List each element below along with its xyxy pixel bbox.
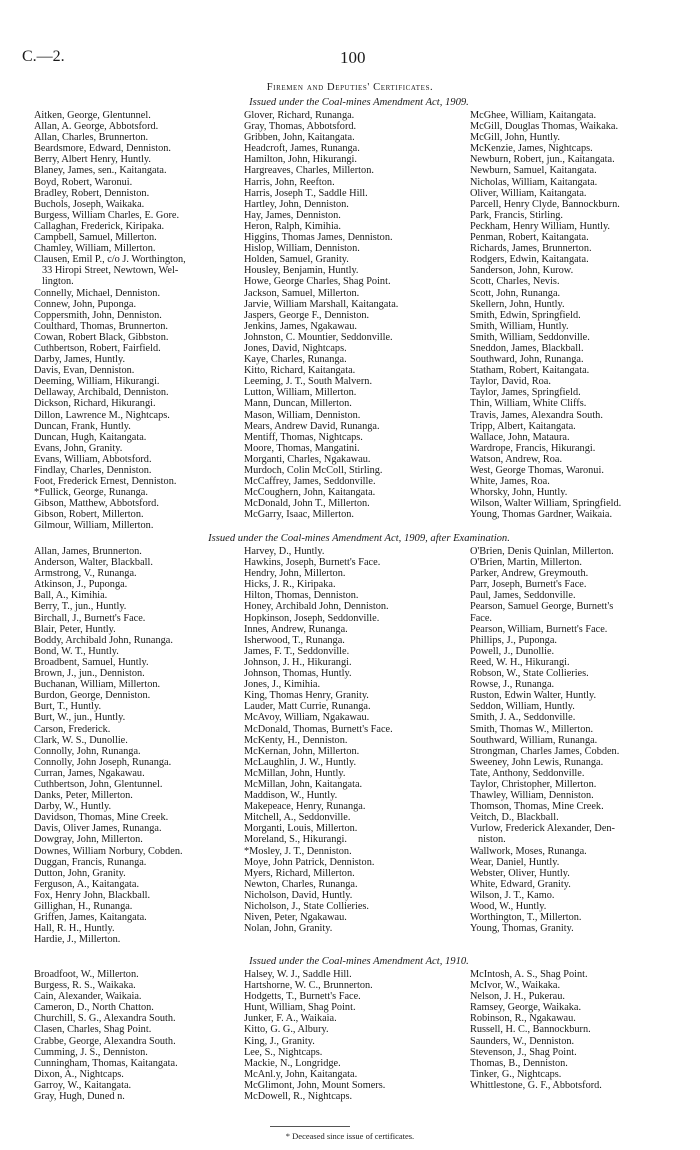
list-item: Dellaway, Archibald, Denniston. (34, 387, 169, 399)
list-item: Davis, Oliver James, Runanga. (34, 823, 162, 835)
list-item: Lee, S., Nightcaps. (244, 1046, 323, 1058)
name-column-1 (34, 969, 239, 1102)
list-item: Blaney, James, sen., Kaitangata. (34, 165, 167, 177)
list-item: Gribben, John, Kaitangata. (244, 132, 355, 144)
list-item: Reed, W. H., Hikurangi. (470, 656, 570, 668)
list-item: Wood, W., Huntly. (470, 901, 547, 912)
list-item: Broadfoot, W., Millerton. (34, 969, 139, 980)
list-item: McKernan, John, Millerton. (244, 745, 360, 757)
list-item: Broadbent, Samuel, Huntly. (34, 656, 149, 668)
list-item: Duncan, Frank, Huntly. (34, 420, 131, 432)
list-item: Stevenson, J., Shag Point. (470, 1046, 577, 1058)
list-item: Campbell, Samuel, Millerton. (34, 232, 157, 244)
list-item: Burdon, George, Denniston. (34, 690, 151, 702)
list-item: Callaghan, Frederick, Kiripaka. (34, 220, 165, 232)
name-column-3 (470, 110, 684, 520)
list-item: Morganti, Louis, Millerton. (244, 823, 358, 835)
list-item: McCaffrey, James, Seddonville. (244, 476, 376, 488)
list-item: Atkinson, J., Puponga. (34, 579, 128, 591)
name-column-3 (470, 546, 684, 934)
list-item: King, Thomas Henry, Granity. (244, 690, 369, 702)
list-item: Worthington, T., Millerton. (470, 912, 582, 924)
list-item: Burgess, William Charles, E. Gore. (34, 209, 180, 221)
list-item: Hicks, J. R., Kiripaka. (244, 579, 336, 591)
list-item: Nelson, J. H., Pukerau. (470, 991, 565, 1003)
list-item: Hodgetts, T., Burnett's Face. (244, 991, 361, 1003)
list-item: Hamilton, John, Hikurangi. (244, 154, 357, 166)
list-item: Housley, Benjamin, Huntly. (244, 265, 359, 277)
list-item: Cuthbertson, Robert, Fairfield. (34, 342, 161, 354)
list-item: Coppersmith, John, Denniston. (34, 309, 162, 321)
list-item: McMillan, John, Kaitangata. (244, 778, 363, 790)
list-item: McDonald, John T., Millerton. (244, 498, 370, 510)
list-item: Ruston, Edwin Walter, Huntly. (470, 690, 597, 702)
list-item: McCoughern, John, Kaitangata. (244, 487, 376, 499)
list-item: Johnston, C. Mountier, Seddonville. (244, 331, 393, 343)
list-item: Watson, Andrew, Roa. (470, 453, 563, 465)
list-item: Berry, Albert Henry, Huntly. (34, 154, 151, 166)
list-item: Wallace, John, Mataura. (470, 431, 570, 443)
list-item: Fox, Henry John, Blackball. (34, 889, 151, 901)
list-item: Wilson, J. T., Kamo. (470, 889, 555, 901)
list-item: Berry, T., jun., Huntly. (34, 601, 127, 613)
list-item: Anderson, Walter, Blackball. (34, 557, 153, 569)
list-item: Penman, Robert, Kaitangata. (470, 232, 589, 244)
list-item: Armstrong, V., Runanga. (34, 568, 137, 580)
list-item: Harris, Joseph T., Saddle Hill. (244, 187, 368, 199)
list-item: niston. (478, 834, 506, 846)
list-item: Wardrope, Francis, Hikurangi. (470, 442, 596, 454)
list-item: Clasen, Charles, Shag Point. (34, 1024, 152, 1036)
list-item: Murdoch, Colin McColl, Stirling. (244, 465, 383, 476)
list-item: Maddison, W., Huntly. (244, 790, 338, 802)
list-item: McDonald, Thomas, Burnett's Face. (244, 723, 393, 735)
list-item: West, George Thomas, Waronui. (470, 465, 604, 476)
name-column-1 (34, 110, 239, 532)
list-item: Johnson, Thomas, Huntly. (244, 668, 352, 680)
list-item: Park, Francis, Stirling. (470, 209, 563, 221)
list-item: Skellern, John, Huntly. (470, 298, 565, 310)
list-item: Whittlestone, G. F., Abbotsford. (470, 1079, 602, 1091)
list-item: Whorsky, John, Huntly. (470, 487, 568, 499)
list-item: Hartshorne, W. C., Brunnerton. (244, 980, 373, 992)
name-columns (34, 969, 684, 1107)
list-item: Southward, John, Runanga. (470, 354, 584, 366)
list-item: Dowgray, John, Millerton. (34, 834, 143, 846)
section-heading: Issued under the Coal-mines Amendment Act, 1909. (249, 97, 469, 108)
list-item: Parker, Andrew, Greymouth. (470, 568, 589, 580)
list-item: Connelly, Michael, Denniston. (34, 287, 161, 299)
list-item: Allan, A. George, Abbotsford. (34, 121, 159, 133)
list-item: Smith, Thomas W., Millerton. (470, 723, 594, 735)
list-item: *Fullick, George, Runanga. (34, 487, 148, 499)
list-item: Smith, Edwin, Springfield. (470, 309, 581, 321)
list-item: Tate, Anthony, Seddonville. (470, 767, 585, 779)
list-item: Allan, Charles, Brunnerton. (34, 132, 149, 144)
list-item: Sweeney, John Lewis, Runanga. (470, 756, 604, 768)
list-item: Gibson, Robert, Millerton. (34, 509, 144, 521)
list-item: Wear, Daniel, Huntly. (470, 856, 560, 868)
section-1910 (34, 956, 684, 1107)
section-1909-examination (34, 533, 684, 950)
list-item: Bond, W. T., Huntly. (34, 645, 119, 657)
list-item: Evans, William, Abbotsford. (34, 453, 152, 465)
list-item: Tinker, G., Nightcaps. (470, 1068, 562, 1080)
list-item: Burt, T., Huntly. (34, 701, 102, 713)
list-item: O'Brien, Denis Quinlan, Millerton. (470, 546, 614, 557)
list-item: Aitken, George, Glentunnel. (34, 110, 151, 121)
list-item: 33 Hiropi Street, Newtown, Wel- (42, 265, 179, 277)
list-item: Pearson, Samuel George, Burnett's (470, 601, 614, 613)
list-item: Moore, Thomas, Mangatini. (244, 442, 360, 454)
list-item: Hardie, J., Millerton. (34, 934, 121, 946)
list-item: Heron, Ralph, Kimihia. (244, 220, 341, 232)
list-item: Isherwood, T., Runanga. (244, 634, 345, 646)
list-item: Mann, Duncan, Millerton. (244, 398, 352, 410)
list-item: McMillan, John, Huntly. (244, 767, 346, 779)
list-item: Danks, Peter, Millerton. (34, 790, 133, 802)
list-item: Duncan, Hugh, Kaitangata. (34, 431, 147, 443)
list-item: Hay, James, Denniston. (244, 209, 341, 221)
list-item: Foot, Frederick Ernest, Denniston. (34, 476, 177, 488)
list-item: Chamley, William, Millerton. (34, 243, 156, 255)
list-item: Thomas, B., Denniston. (470, 1057, 568, 1069)
page-number: 100 (340, 48, 366, 67)
list-item: McAvoy, William, Ngakawau. (244, 712, 370, 724)
list-item: Kaye, Charles, Runanga. (244, 354, 347, 366)
list-item: Dixon, A., Nightcaps. (34, 1068, 124, 1080)
list-item: Rowse, J., Runanga. (470, 679, 555, 691)
list-item: Hunt, William, Shag Point. (244, 1002, 356, 1014)
name-column-2 (244, 969, 466, 1102)
list-item: Mackie, N., Longridge. (244, 1057, 341, 1069)
list-item: King, J., Granity. (244, 1035, 315, 1047)
list-item: Davis, Evan, Denniston. (34, 365, 135, 377)
list-item: Johnson, J. H., Hikurangi. (244, 656, 352, 668)
name-column-2 (244, 546, 466, 934)
list-item: Crabbe, George, Alexandra South. (34, 1035, 176, 1047)
list-item: Duggan, Francis, Runanga. (34, 856, 147, 868)
list-item: Headcroft, James, Runanga. (244, 143, 360, 155)
list-item: Smith, William, Huntly. (470, 320, 569, 332)
list-item: Darby, James, Huntly. (34, 354, 126, 366)
list-item: Taylor, David, Roa. (470, 376, 551, 388)
list-item: Jones, J., Kimihia. (244, 679, 321, 691)
list-item: Burt, W., jun., Huntly. (34, 712, 126, 724)
list-item: Dillon, Lawrence M., Nightcaps. (34, 409, 170, 421)
list-item: Holden, Samuel, Granity. (244, 254, 349, 266)
list-item: McGill, Douglas Thomas, Waikaka. (470, 121, 619, 133)
list-item: Wallwork, Moses, Runanga. (470, 845, 587, 857)
list-item: Curran, James, Ngakawau. (34, 767, 145, 779)
list-item: Smith, J. A., Seddonville. (470, 712, 576, 724)
footnote: * Deceased since issue of certificates. (285, 1131, 415, 1141)
list-item: Saunders, W., Denniston. (470, 1035, 575, 1047)
list-item: Pearson, William, Burnett's Face. (470, 623, 608, 635)
list-item: Davidson, Thomas, Mine Creek. (34, 812, 169, 824)
list-item: Evans, John, Granity. (34, 442, 123, 454)
list-item: Downes, William Norbury, Cobden. (34, 845, 183, 857)
list-item: McLaughlin, J. W., Huntly. (244, 756, 357, 768)
list-item: Webster, Oliver, Huntly. (470, 867, 570, 879)
list-item: Parr, Joseph, Burnett's Face. (470, 579, 587, 591)
list-item: Innes, Andrew, Runanga. (244, 623, 348, 635)
list-item: O'Brien, Martin, Millerton. (470, 557, 582, 569)
list-item: Moreland, S., Hikurangi. (244, 834, 347, 846)
list-item: Cowan, Robert Black, Gibbston. (34, 331, 169, 343)
name-columns (34, 546, 684, 950)
list-item: Cameron, D., North Chatton. (34, 1002, 154, 1014)
list-item: McGhee, William, Kaitangata. (470, 110, 597, 121)
list-item: Coulthard, Thomas, Brunnerton. (34, 320, 168, 332)
list-item: Mears, Andrew David, Runanga. (244, 420, 380, 432)
list-item: Darby, W., Huntly. (34, 801, 112, 813)
list-item: Ball, A., Kimihia. (34, 590, 108, 602)
list-item: Birchall, J., Burnett's Face. (34, 612, 146, 624)
list-item: Jaspers, George F., Denniston. (244, 309, 370, 321)
list-item: Rodgers, Edwin, Kaitangata. (470, 254, 589, 266)
list-item: Myers, Richard, Millerton. (244, 867, 355, 879)
list-item: Higgins, Thomas James, Denniston. (244, 232, 393, 244)
list-item: Thawley, William, Denniston. (470, 790, 594, 802)
list-item: Dutton, John, Granity. (34, 867, 126, 879)
list-item: Young, Thomas Gardner, Waikaia. (470, 509, 613, 521)
list-item: Newburn, Samuel, Kaitangata. (470, 165, 597, 177)
list-item: Sneddon, James, Blackball. (470, 342, 584, 354)
list-item: Lauder, Matt Currie, Runanga. (244, 701, 371, 713)
list-item: Harvey, D., Huntly. (244, 546, 325, 557)
list-item: Oliver, William, Kaitangata. (470, 187, 587, 199)
list-item: Nicholson, J., State Collieries. (244, 901, 369, 912)
list-item: White, James, Roa. (470, 476, 550, 488)
list-item: Southward, William, Runanga. (470, 734, 598, 746)
list-item: Richards, James, Brunnerton. (470, 243, 592, 255)
list-item: Scott, John, Runanga. (470, 287, 561, 299)
list-item: Garroy, W., Kaitangata. (34, 1079, 132, 1091)
list-item: Hilton, Thomas, Denniston. (244, 590, 359, 602)
list-item: Smith, William, Seddonville. (470, 331, 590, 343)
list-item: Hendry, John, Millerton. (244, 568, 346, 580)
list-item: Taylor, James, Springfield. (470, 387, 581, 399)
list-item: Leeming, J. T., South Malvern. (244, 376, 373, 388)
list-item: Connolly, John Joseph, Runanga. (34, 756, 172, 768)
list-item: Wilson, Walter William, Springfield. (470, 498, 622, 510)
list-item: Brown, J., jun., Denniston. (34, 668, 145, 680)
list-item: Niven, Peter, Ngakawau. (244, 912, 347, 924)
list-item: Statham, Robert, Kaitangata. (470, 365, 590, 377)
list-item: Cumming, J. S., Denniston. (34, 1046, 148, 1058)
list-item: Nicholson, David, Huntly. (244, 889, 353, 901)
list-item: Nolan, John, Granity. (244, 923, 333, 935)
list-item: McAnl.y, John, Kaitangata. (244, 1068, 358, 1080)
list-item: McIntosh, A. S., Shag Point. (470, 969, 588, 980)
list-item: Sanderson, John, Kurow. (470, 265, 574, 277)
list-item: James, F. T., Seddonville. (244, 645, 350, 657)
list-item: Hislop, William, Denniston. (244, 243, 360, 255)
page-header (22, 48, 678, 72)
list-item: McKenzie, James, Nightcaps. (470, 143, 593, 155)
document-code: C.—2. (22, 48, 65, 65)
name-columns (34, 110, 684, 535)
list-item: Dickson, Richard, Hikurangi. (34, 398, 156, 410)
list-item: Hartley, John, Denniston. (244, 198, 349, 210)
list-item: Kitto, Richard, Kaitangata. (244, 365, 356, 377)
list-item: Gray, Hugh, Duned n. (34, 1091, 125, 1103)
list-item: Buchanan, William, Millerton. (34, 679, 161, 691)
list-item: Gibson, Matthew, Abbotsford. (34, 498, 159, 510)
list-item: Howe, George Charles, Shag Point. (244, 276, 391, 288)
footnote-rule (270, 1126, 350, 1127)
list-item: Bradley, Robert, Denniston. (34, 187, 150, 199)
list-item: Robson, W., State Collieries. (470, 668, 589, 680)
list-item: McIvor, W., Waikaka. (470, 980, 561, 992)
list-item: Jones, David, Nightcaps. (244, 342, 347, 354)
list-item: Glover, Richard, Runanga. (244, 110, 355, 121)
list-item: McDowell, R., Nightcaps. (244, 1091, 353, 1103)
list-item: Harris, John, Reefton. (244, 176, 335, 188)
list-item: Deeming, William, Hikurangi. (34, 376, 160, 388)
list-item: Gilmour, William, Millerton. (34, 520, 154, 532)
list-item: Veitch, D., Blackball. (470, 812, 559, 824)
list-item: Travis, James, Alexandra South. (470, 409, 603, 421)
list-item: Newburn, Robert, jun., Kaitangata. (470, 154, 615, 166)
section-1909 (34, 97, 684, 535)
list-item: Cuthbertson, John, Glentunnel. (34, 778, 163, 790)
list-item: Allan, James, Brunnerton. (34, 546, 142, 557)
list-item: Findlay, Charles, Denniston. (34, 465, 152, 476)
list-item: Mitchell, A., Seddonville. (244, 812, 351, 824)
name-column-1 (34, 546, 239, 945)
list-item: Cain, Alexander, Waikaia. (34, 991, 142, 1003)
list-item: Boyd, Robert, Waronui. (34, 176, 133, 188)
list-item: Thomson, Thomas, Mine Creek. (470, 801, 604, 813)
list-item: lington. (42, 276, 74, 288)
list-item: Mason, William, Denniston. (244, 409, 361, 421)
list-item: Face. (470, 612, 493, 624)
list-item: Boddy, Archibald John, Runanga. (34, 634, 173, 646)
list-item: Powell, J., Dunollie. (470, 645, 555, 657)
list-item: Vurlow, Frederick Alexander, Den- (470, 823, 615, 835)
list-item: Hopkinson, Joseph, Seddonville. (244, 612, 380, 624)
list-item: Morganti, Charles, Ngakawau. (244, 453, 371, 465)
list-item: Ramsey, George, Waikaka. (470, 1002, 582, 1014)
list-item: Connolly, John, Runanga. (34, 745, 141, 757)
list-item: Churchill, S. G., Alexandra South. (34, 1013, 176, 1025)
list-item: Jarvie, William Marshall, Kaitangata. (244, 298, 399, 310)
list-item: Seddon, William, Huntly. (470, 701, 575, 713)
list-item: Nicholas, William, Kaitangata. (470, 176, 598, 188)
list-item: Thin, William, White Cliffs. (470, 398, 587, 410)
list-item: Junker, F. A., Waikaia. (244, 1013, 337, 1025)
list-item: Young, Thomas, Granity. (470, 923, 574, 935)
list-item: Blair, Peter, Huntly. (34, 623, 116, 635)
list-item: Hawkins, Joseph, Burnett's Face. (244, 557, 381, 569)
list-item: Tripp, Albert, Kaitangata. (470, 420, 576, 432)
list-item: Moye, John Patrick, Denniston. (244, 856, 375, 868)
list-item: Russell, H. C., Bannockburn. (470, 1024, 591, 1036)
list-item: Halsey, W. J., Saddle Hill. (244, 969, 352, 980)
list-item: McGlimont, John, Mount Somers. (244, 1079, 386, 1091)
list-item: Honey, Archibald John, Denniston. (244, 601, 389, 613)
list-item: Makepeace, Henry, Runanga. (244, 801, 366, 813)
list-item: Buchols, Joseph, Waikaka. (34, 198, 145, 210)
list-item: Burgess, R. S., Waikaka. (34, 980, 136, 992)
list-item: McKenty, H., Denniston. (244, 734, 348, 746)
list-item: Gray, Thomas, Abbotsford. (244, 121, 357, 133)
list-item: Mentiff, Thomas, Nightcaps. (244, 431, 363, 443)
list-item: Clausen, Emil P., c/o J. Worthington, (34, 254, 186, 266)
section-heading: Issued under the Coal-mines Amendment Act, 1910. (249, 956, 469, 967)
list-item: Jackson, Samuel, Millerton. (244, 287, 360, 299)
list-item: Cunningham, Thomas, Kaitangata. (34, 1057, 178, 1069)
list-item: Phillips, J., Puponga. (470, 634, 557, 646)
list-item: Hargreaves, Charles, Millerton. (244, 165, 374, 177)
list-item: Connew, John, Puponga. (34, 298, 137, 310)
list-item: Parcell, Henry Clyde, Bannockburn. (470, 198, 620, 210)
list-item: Clark, W. S., Dunollie. (34, 734, 128, 746)
page-title: Firemen and Deputies' Certificates. (266, 82, 434, 93)
list-item: McGill, John, Huntly. (470, 132, 561, 144)
name-column-2 (244, 110, 466, 520)
list-item: Jenkins, James, Ngakawau. (244, 320, 357, 332)
list-item: Strongman, Charles James, Cobden. (470, 745, 620, 757)
name-column-3 (470, 969, 684, 1091)
list-item: White, Edward, Granity. (470, 878, 571, 890)
list-item: *Mosley, J. T., Denniston. (244, 845, 352, 857)
list-item: Carson, Frederick. (34, 723, 111, 735)
list-item: Hall, R. H., Huntly. (34, 923, 115, 935)
list-item: Beardsmore, Edward, Denniston. (34, 143, 171, 155)
list-item: Newton, Charles, Runanga. (244, 878, 358, 890)
list-item: Ferguson, A., Kaitangata. (34, 878, 140, 890)
list-item: Griffen, James, Kaitangata. (34, 912, 147, 924)
list-item: Scott, Charles, Nevis. (470, 276, 560, 288)
list-item: Taylor, Christopher, Millerton. (470, 778, 597, 790)
list-item: Paul, James, Seddonville. (470, 590, 576, 602)
list-item: Lutton, William, Millerton. (244, 387, 357, 399)
section-heading: Issued under the Coal-mines Amendment Act, 1909, after Examination. (208, 533, 510, 544)
list-item: Kitto, G. G., Albury. (244, 1024, 329, 1036)
list-item: Gillighan, H., Runanga. (34, 901, 133, 912)
list-item: Robinson, R., Ngakawau. (470, 1013, 576, 1025)
list-item: McGarry, Isaac, Millerton. (244, 509, 354, 521)
list-item: Peckham, Henry William, Huntly. (470, 220, 610, 232)
